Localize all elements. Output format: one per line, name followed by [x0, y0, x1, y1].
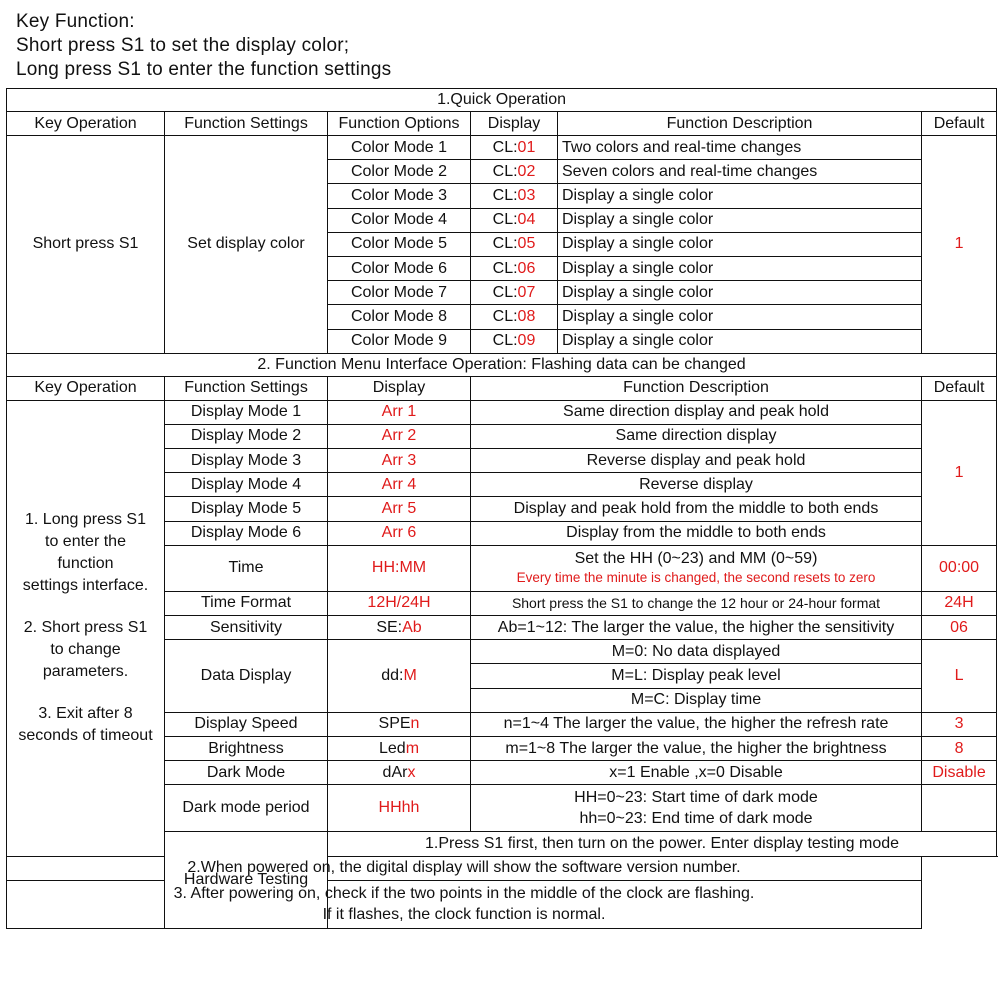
sensitivity-setting: Sensitivity: [165, 616, 328, 640]
default-value: 00:00: [922, 545, 997, 591]
color-mode-option: Color Mode 9: [328, 329, 471, 353]
function-description: Display a single color: [558, 329, 922, 353]
display-code: dArx: [328, 761, 471, 785]
display-code: Arr 1: [328, 400, 471, 424]
color-mode-option: Color Mode 2: [328, 160, 471, 184]
section-2-title: 2. Function Menu Interface Operation: Flashing data can be changed: [7, 353, 997, 376]
column-header: Function Options: [328, 112, 471, 136]
display-mode-setting: Display Mode 1: [165, 400, 328, 424]
column-header: Display: [471, 112, 558, 136]
display-code: CL:03: [471, 184, 558, 208]
function-description: Display a single color: [558, 256, 922, 280]
hardware-testing-step: 2.When powered on, the digital display will show the software version number.: [7, 856, 922, 880]
display-code: CL:05: [471, 232, 558, 256]
time-note: Every time the minute is changed, the second resets to zero: [516, 570, 876, 586]
function-description: Display a single color: [558, 184, 922, 208]
intro-heading: Key Function:: [16, 11, 135, 32]
function-description: Same direction display and peak hold: [471, 400, 922, 424]
brightness-setting: Brightness: [165, 736, 328, 760]
display-code: CL:04: [471, 208, 558, 232]
table-row: [7, 136, 997, 160]
key-operation-instructions: 1. Long press S1 to enter the function settings interface. 2. Short press S1 to change parameters. 3. Exit after 8 seconds of timeout: [7, 400, 165, 856]
display-code: CL:02: [471, 160, 558, 184]
intro-line-short-press: Short press S1 to set the display color;: [16, 35, 350, 56]
display-code: CL:09: [471, 329, 558, 353]
intro-text: [16, 10, 391, 82]
section-2-title-row: [7, 353, 997, 376]
column-header: Function Settings: [165, 112, 328, 136]
column-header: Function Settings: [165, 376, 328, 400]
display-mode-setting: Display Mode 6: [165, 521, 328, 545]
color-mode-option: Color Mode 4: [328, 208, 471, 232]
section-1-title: 1.Quick Operation: [7, 89, 997, 112]
color-mode-option: Color Mode 3: [328, 184, 471, 208]
hardware-testing-step: 1.Press S1 first, then turn on the power. Enter display testing mode: [328, 832, 997, 856]
dark-mode-setting: Dark Mode: [165, 761, 328, 785]
display-code: CL:01: [471, 136, 558, 160]
display-code: CL:08: [471, 305, 558, 329]
display-mode-setting: Display Mode 2: [165, 424, 328, 448]
function-description: Reverse display: [471, 473, 922, 497]
column-header: Default: [922, 112, 997, 136]
default-value: Disable: [922, 761, 997, 785]
function-description: Reverse display and peak hold: [471, 449, 922, 473]
display-code: SPEn: [328, 712, 471, 736]
function-description: M=0: No data displayed: [471, 640, 922, 664]
color-mode-option: Color Mode 1: [328, 136, 471, 160]
column-header: Function Description: [471, 376, 922, 400]
dark-mode-period-setting: Dark mode period: [165, 785, 328, 832]
display-code: CL:06: [471, 256, 558, 280]
display-code: HH:MM: [328, 545, 471, 591]
color-mode-option: Color Mode 6: [328, 256, 471, 280]
default-value: 3: [922, 712, 997, 736]
default-value: [922, 785, 997, 832]
column-header: Function Description: [558, 112, 922, 136]
function-description: Display a single color: [558, 281, 922, 305]
display-speed-setting: Display Speed: [165, 712, 328, 736]
function-description: Same direction display: [471, 424, 922, 448]
function-description: HH=0~23: Start time of dark mode hh=0~23: End time of dark mode: [471, 785, 922, 832]
intro-line-long-press: Long press S1 to enter the function settings: [16, 59, 392, 80]
function-description: Display from the middle to both ends: [471, 521, 922, 545]
function-description: Display and peak hold from the middle to both ends: [471, 497, 922, 521]
function-description: Display a single color: [558, 305, 922, 329]
function-description: x=1 Enable ,x=0 Disable: [471, 761, 922, 785]
function-description: Display a single color: [558, 232, 922, 256]
hardware-testing-step: 3. After powering on, check if the two points in the middle of the clock are flashing. If it flashes, the clock function is normal.: [7, 880, 922, 928]
column-header: Key Operation: [7, 376, 165, 400]
section-2-header-row: [7, 376, 997, 400]
column-header: Default: [922, 376, 997, 400]
section-1-header-row: [7, 112, 997, 136]
function-description: Ab=1~12: The larger the value, the higher the sensitivity: [471, 616, 922, 640]
section-1-title-row: [7, 89, 997, 112]
display-mode-setting: Display Mode 5: [165, 497, 328, 521]
function-description: Set the HH (0~23) and MM (0~59) Every time the minute is changed, the second resets to zero: [471, 545, 922, 591]
color-mode-option: Color Mode 8: [328, 305, 471, 329]
function-description: M=L: Display peak level: [471, 664, 922, 688]
function-description: M=C: Display time: [471, 688, 922, 712]
function-settings-cell: Set display color: [165, 136, 328, 354]
display-code: Arr 3: [328, 449, 471, 473]
display-code: 12H/24H: [328, 591, 471, 615]
function-description: Two colors and real-time changes: [558, 136, 922, 160]
display-code: dd:M: [328, 640, 471, 713]
display-mode-setting: Display Mode 4: [165, 473, 328, 497]
display-code: Arr 5: [328, 497, 471, 521]
default-value: 24H: [922, 591, 997, 615]
function-description: n=1~4 The larger the value, the higher the refresh rate: [471, 712, 922, 736]
display-code: Ledm: [328, 736, 471, 760]
column-header: Display: [328, 376, 471, 400]
display-code: Arr 6: [328, 521, 471, 545]
display-code: HHhh: [328, 785, 471, 832]
column-header: Key Operation: [7, 112, 165, 136]
color-mode-option: Color Mode 5: [328, 232, 471, 256]
default-value: L: [922, 640, 997, 713]
hardware-testing-row: [7, 880, 997, 928]
hardware-testing-label: Hardware Testing: [165, 832, 328, 928]
data-display-setting: Data Display: [165, 640, 328, 713]
function-description: m=1~8 The larger the value, the higher the brightness: [471, 736, 922, 760]
function-description: Display a single color: [558, 208, 922, 232]
display-code: Arr 4: [328, 473, 471, 497]
default-value: 1: [922, 400, 997, 545]
display-code: Arr 2: [328, 424, 471, 448]
function-description: Short press the S1 to change the 12 hour or 24-hour format: [471, 591, 922, 615]
default-value: 1: [922, 136, 997, 354]
key-operation-cell: Short press S1: [7, 136, 165, 354]
default-value: 06: [922, 616, 997, 640]
display-mode-setting: Display Mode 3: [165, 449, 328, 473]
function-table: [6, 88, 997, 929]
default-value: 8: [922, 736, 997, 760]
display-code: SE:Ab: [328, 616, 471, 640]
table-row: [7, 400, 997, 424]
color-mode-option: Color Mode 7: [328, 281, 471, 305]
function-description: Seven colors and real-time changes: [558, 160, 922, 184]
display-code: CL:07: [471, 281, 558, 305]
time-format-setting: Time Format: [165, 591, 328, 615]
time-setting: Time: [165, 545, 328, 591]
hardware-testing-row: [7, 856, 997, 880]
